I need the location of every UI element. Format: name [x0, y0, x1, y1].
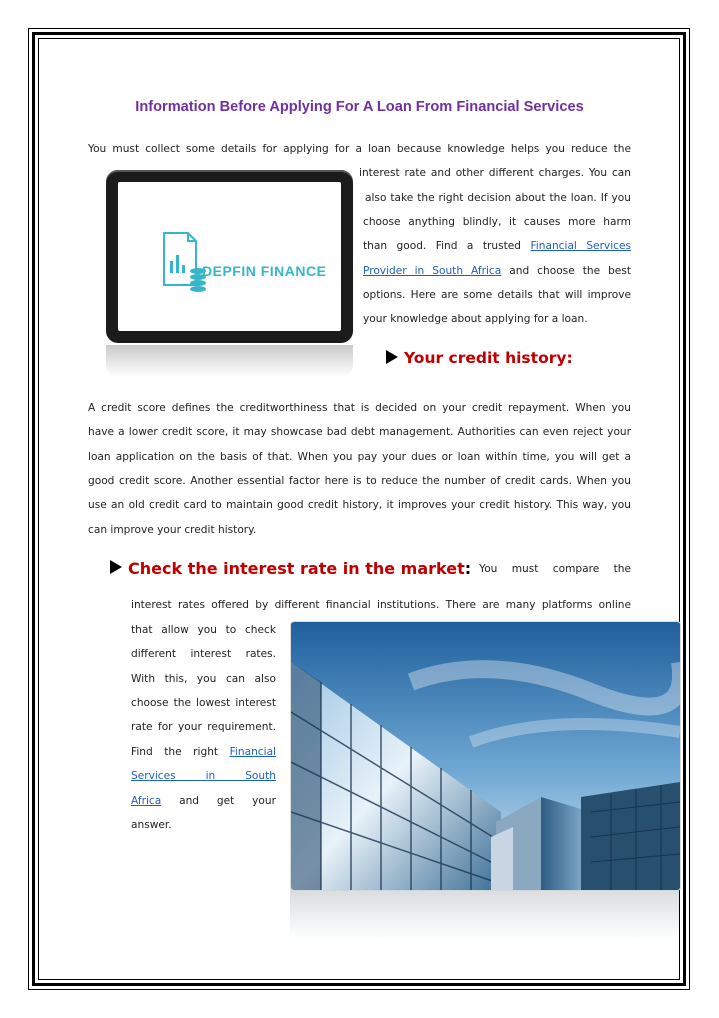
financial-services-link-a[interactable]: Financial Services [530, 240, 631, 252]
interest-col-6-text: Find the right [131, 746, 219, 758]
interest-col-8-text: and get your [179, 795, 276, 807]
tablet-screen [118, 182, 341, 331]
interest-col-5: rate for your requirement. [131, 721, 276, 733]
credit-history-heading-text: Your credit history: [404, 349, 573, 367]
intro-line-8: your knowledge about applying for a loan. [363, 313, 588, 325]
glass-building-illustration [291, 622, 680, 890]
financial-link-c[interactable]: Africa [131, 795, 162, 807]
intro-line-6-text: and choose the best [509, 265, 631, 277]
financial-link-b[interactable]: Services in South [131, 770, 276, 782]
arrow-bullet-icon [386, 350, 398, 364]
intro-line-3: also take the right decision about the loan. If you [365, 192, 631, 204]
intro-line-5 [363, 234, 631, 259]
intro-line-7: options. Here are some details that will improve [363, 289, 631, 301]
arrow-bullet-icon [110, 560, 122, 574]
interest-rate-heading-tail: You must compare the [479, 562, 631, 575]
interest-col-8 [131, 789, 276, 814]
glass-building-photo [290, 621, 681, 891]
intro-line-5-text: than good. Find a trusted [363, 240, 522, 252]
credit-history-heading [386, 349, 573, 367]
credit-line-4: good credit score. Another essential factor here is to reduce the number of credit cards. When you [88, 475, 631, 487]
interest-rate-heading-colon: : [464, 559, 472, 578]
document-title: Information Before Applying For A Loan From Financial Services [135, 99, 584, 115]
interest-col-4: choose the lowest interest [131, 697, 276, 709]
intro-line-4: choose anything blindly, it causes more harm [363, 216, 631, 228]
interest-col-3: With this, you can also [131, 673, 276, 685]
photo-reflection [290, 890, 679, 940]
interest-col-2: different interest rates. [131, 648, 276, 660]
credit-line-2: have a lower credit score, it may showcase bad debt management. Authorities can even reject your [88, 426, 631, 438]
interest-col-1: that allow you to check [131, 624, 276, 636]
document-coins-icon [156, 227, 216, 297]
intro-line-2: interest rate and other different charges. You can [359, 167, 631, 179]
tablet-image [106, 170, 353, 343]
tablet-reflection [106, 345, 353, 377]
interest-rate-heading: Check the interest rate in the market [128, 559, 465, 578]
financial-link-a[interactable]: Financial [229, 746, 276, 758]
credit-line-6: can improve your credit history. [88, 524, 257, 536]
interest-rate-heading-line [110, 559, 631, 578]
intro-line-6 [363, 259, 631, 284]
credit-line-1: A credit score defines the creditworthiness that is decided on your credit repayment. When you [88, 402, 631, 414]
intro-line-1: You must collect some details for applying for a loan because knowledge helps you reduce the [88, 143, 631, 155]
financial-services-link-b[interactable]: Provider in South Africa [363, 265, 502, 277]
interest-col-9: answer. [131, 819, 172, 831]
credit-line-3: loan application on the basis of that. When you pay your dues or loan within time, you will get a [88, 451, 631, 463]
interest-col-6 [131, 740, 276, 765]
logo-text: DEPFIN FINANCE [202, 263, 327, 279]
interest-line-1: interest rates offered by different financial institutions. There are many platforms online [131, 599, 631, 611]
interest-col-7 [131, 764, 276, 789]
credit-line-5: use an old credit card to maintain good credit history, it improves your credit history. This way, you [88, 499, 631, 511]
